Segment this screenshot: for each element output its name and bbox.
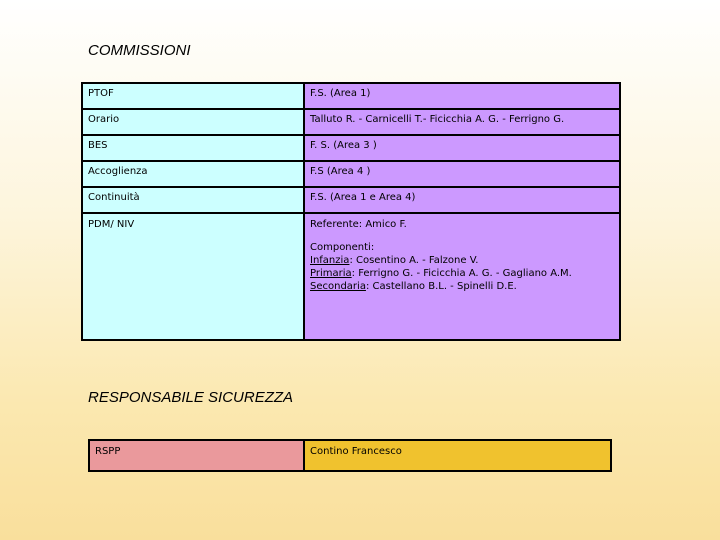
row-value: F.S. (Area 1): [304, 83, 620, 109]
commissioni-heading: COMMISSIONI: [88, 42, 191, 59]
table-row: [82, 161, 620, 187]
spacer: [310, 231, 614, 241]
row-label: BES: [82, 135, 304, 161]
row-label: Continuità: [82, 187, 304, 213]
infanzia-label: Infanzia: [310, 255, 350, 266]
row-label: PDM/ NIV: [82, 213, 304, 340]
commissioni-table: [81, 82, 621, 341]
row-value: F.S (Area 4 ): [304, 161, 620, 187]
secondaria-line: [310, 280, 614, 293]
table-row: [82, 83, 620, 109]
secondaria-label: Secondaria: [310, 281, 366, 292]
table-row-pdm: [82, 213, 620, 340]
infanzia-line: [310, 254, 614, 267]
row-value: F. S. (Area 3 ): [304, 135, 620, 161]
sicurezza-heading: RESPONSABILE SICUREZZA: [88, 389, 294, 406]
table-row: [82, 187, 620, 213]
row-label: Orario: [82, 109, 304, 135]
row-value: Talluto R. - Carnicelli T.- Ficicchia A. G. - Ferrigno G.: [304, 109, 620, 135]
secondaria-value: : Castellano B.L. - Spinelli D.E.: [365, 281, 517, 292]
primaria-line: [310, 267, 614, 280]
rspp-label: RSPP: [89, 440, 304, 471]
row-value: F.S. (Area 1 e Area 4): [304, 187, 620, 213]
componenti-label: Componenti:: [310, 242, 375, 253]
primaria-value: : Ferrigno G. - Ficicchia A. G. - Gagliano A.M.: [351, 268, 572, 279]
referente-text: Referente: Amico F.: [310, 219, 407, 230]
pdm-details: [304, 213, 620, 340]
sicurezza-table: [88, 439, 612, 472]
table-row: [82, 109, 620, 135]
table-row: [82, 135, 620, 161]
table-row: [89, 440, 611, 471]
infanzia-value: : Cosentino A. - Falzone V.: [349, 255, 479, 266]
primaria-label: Primaria: [310, 268, 352, 279]
rspp-person: Contino Francesco: [304, 440, 611, 471]
row-label: Accoglienza: [82, 161, 304, 187]
row-label: PTOF: [82, 83, 304, 109]
